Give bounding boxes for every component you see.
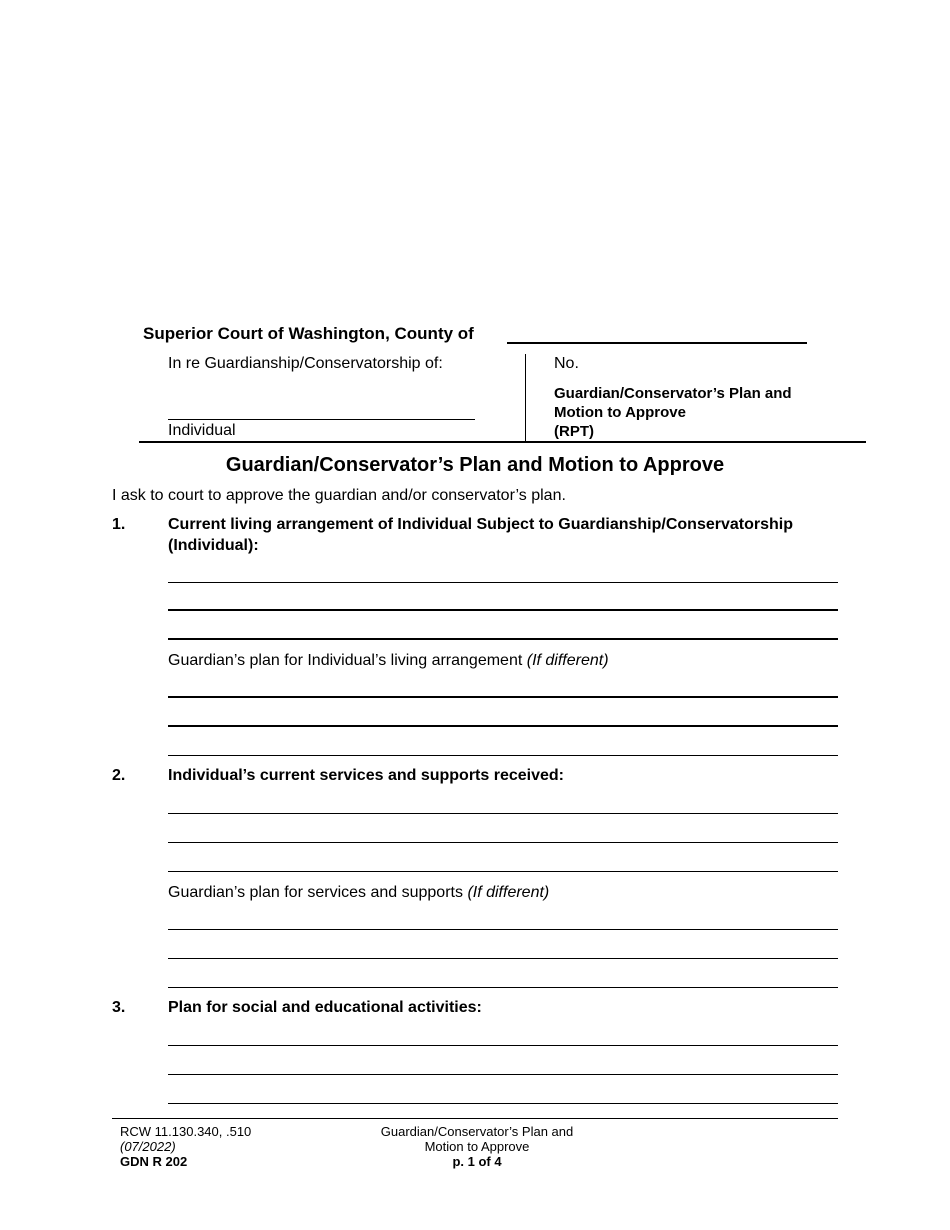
section-1-fill-line[interactable]: [168, 582, 838, 583]
section-3-fill-line[interactable]: [168, 1074, 838, 1075]
footer-left: [120, 1124, 251, 1169]
caption-form-code: (RPT): [554, 423, 594, 440]
section-1-plan-fill-line[interactable]: [168, 696, 838, 698]
section-2-heading: Individual’s current services and supports received:: [168, 767, 564, 784]
section-2-plan-fill-line[interactable]: [168, 929, 838, 930]
individual-label: Individual: [168, 422, 236, 439]
section-1-fill-line[interactable]: [168, 609, 838, 611]
footer-title-line2: Motion to Approve: [424, 1139, 530, 1154]
caption-form-title: [554, 384, 854, 441]
court-title: Superior Court of Washington, County of: [143, 324, 474, 343]
section-1-fill-line[interactable]: [168, 638, 838, 640]
footer-rcw: RCW 11.130.340, .510: [120, 1124, 252, 1139]
section-2-fill-line[interactable]: [168, 871, 838, 872]
section-1-subtext: [168, 652, 609, 670]
section-3-fill-line[interactable]: [168, 1103, 838, 1104]
individual-name-line[interactable]: [168, 419, 475, 420]
section-2-plan-fill-line[interactable]: [168, 958, 838, 959]
footer-rule: [112, 1118, 838, 1119]
section-1-plan-fill-line[interactable]: [168, 755, 838, 756]
section-1-number: 1.: [112, 516, 126, 533]
footer-page-number: p. 1 of 4: [452, 1154, 502, 1169]
footer-date: (07/2022): [120, 1139, 176, 1154]
section-2-subtext: [168, 884, 549, 902]
caption-bottom-rule: [139, 441, 866, 443]
section-2-number: 2.: [112, 767, 126, 784]
section-2-fill-line[interactable]: [168, 813, 838, 814]
section-1-plan-fill-line[interactable]: [168, 725, 838, 727]
caption-divider: [525, 354, 526, 441]
county-blank-line[interactable]: [507, 342, 807, 344]
section-1-heading: Current living arrangement of Individual Subject to Guardianship/Conservatorship (Individual):: [168, 516, 793, 554]
footer-title-line1: Guardian/Conservator’s Plan and: [380, 1124, 574, 1139]
section-3-fill-line[interactable]: [168, 1045, 838, 1046]
footer-center: [352, 1124, 602, 1169]
section-3-heading: Plan for social and educational activities:: [168, 999, 482, 1016]
section-1-subtext-note: (If different): [526, 652, 609, 669]
footer-form-code: GDN R 202: [120, 1154, 188, 1169]
case-number-label: No.: [554, 355, 579, 372]
section-2-fill-line[interactable]: [168, 842, 838, 843]
caption-title-line2: Motion to Approve: [554, 404, 686, 421]
section-2-plan-fill-line[interactable]: [168, 987, 838, 988]
section-2-subtext-note: (If different): [467, 884, 550, 901]
section-3-number: 3.: [112, 999, 126, 1016]
section-2-subtext-label: Guardian’s plan for services and supports: [168, 884, 463, 901]
intro-text: I ask to court to approve the guardian and/or conservator’s plan.: [112, 487, 566, 504]
section-1-subtext-label: Guardian’s plan for Individual’s living arrangement: [168, 652, 523, 669]
document-title: Guardian/Conservator’s Plan and Motion to Approve: [225, 454, 725, 476]
caption-title-line1: Guardian/Conservator’s Plan and: [554, 385, 792, 402]
in-re-label: In re Guardianship/Conservatorship of:: [168, 355, 443, 372]
